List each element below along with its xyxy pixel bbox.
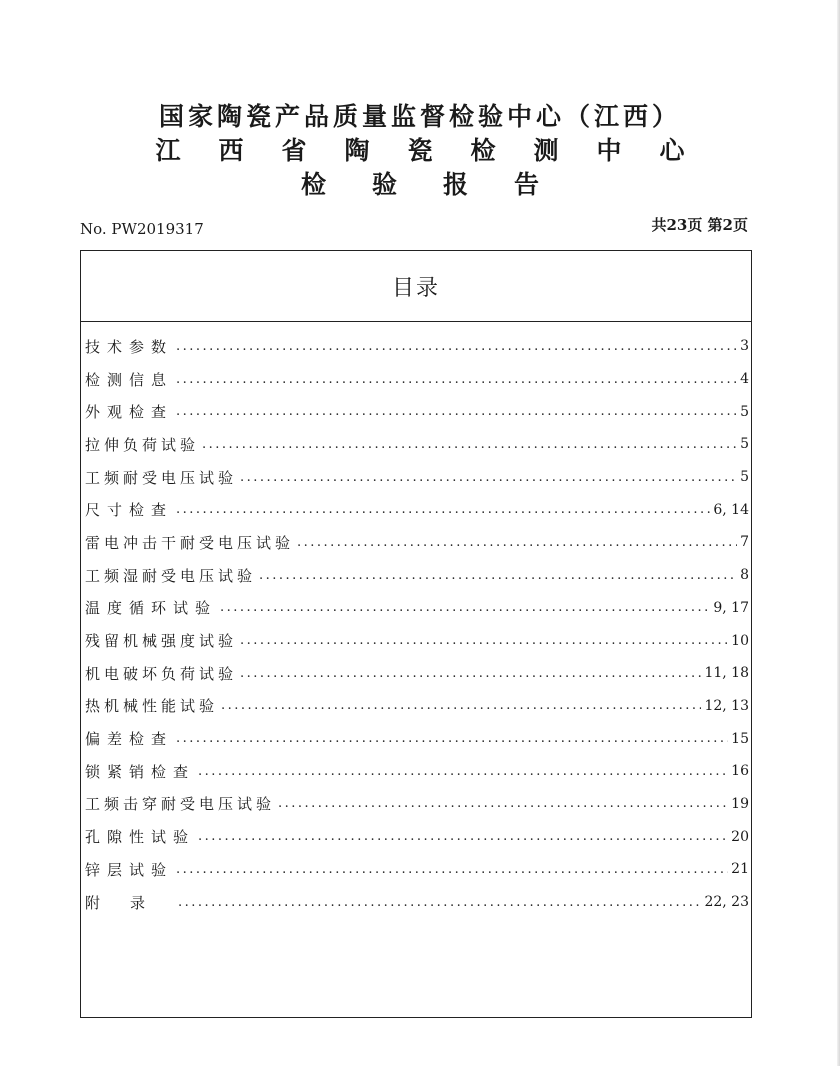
header-line-3: 检验报告 [300, 170, 585, 199]
toc-leader-dots [176, 404, 737, 419]
toc-item-page: 6, 14 [713, 501, 749, 518]
toc-item-label: 工频耐受电压试验 [85, 468, 238, 487]
toc-leader-dots [278, 796, 728, 811]
toc-item-page: 5 [740, 469, 749, 486]
toc-leader-dots [221, 698, 701, 713]
toc-frame [80, 250, 752, 1018]
toc-item-label: 工频湿耐受电压试验 [85, 566, 257, 585]
toc-leader-dots [259, 568, 737, 583]
toc-leader-dots [198, 829, 728, 844]
toc-item [81, 461, 751, 494]
toc-item-page: 22, 23 [704, 894, 749, 911]
toc-item [81, 526, 751, 559]
toc-item [81, 788, 751, 821]
toc-item-page: 12, 13 [704, 697, 749, 714]
toc-item-page: 19 [731, 795, 749, 812]
toc-item [81, 592, 751, 625]
toc-item [81, 363, 751, 396]
toc-item-page: 10 [731, 632, 749, 649]
toc-item-label: 锌层试验 [85, 860, 174, 879]
toc-item-page: 7 [740, 534, 749, 551]
toc-item [81, 886, 751, 919]
toc-item-page: 5 [740, 403, 749, 420]
toc-item [81, 690, 751, 723]
toc-item-label: 雷电冲击干耐受电压试验 [85, 533, 295, 552]
toc-item-label: 偏差检查 [85, 730, 174, 749]
toc-leader-dots [176, 862, 728, 877]
toc-item-page: 5 [740, 436, 749, 453]
toc-item [81, 722, 751, 755]
toc-leader-dots [176, 502, 710, 517]
toc-item-label: 外观检查 [85, 403, 174, 422]
toc-item [81, 559, 751, 592]
toc-leader-dots [176, 339, 737, 354]
toc-leader-dots [240, 470, 737, 485]
toc-item-page: 8 [740, 567, 749, 584]
toc-item-page: 11, 18 [704, 665, 749, 682]
toc-list [81, 322, 751, 918]
toc-item [81, 820, 751, 853]
toc-item-label: 工频击穿耐受电压试验 [85, 795, 276, 814]
toc-item-label: 机电破坏负荷试验 [85, 664, 238, 683]
toc-item [81, 428, 751, 461]
toc-title-row [81, 251, 751, 322]
toc-item [81, 624, 751, 657]
report-number: No. PW2019317 [80, 220, 204, 238]
toc-item [81, 330, 751, 363]
report-header [0, 100, 840, 202]
page-count: 共23页 第2页 [651, 216, 748, 234]
toc-item-label: 尺寸检查 [85, 501, 174, 520]
toc-item-label: 技术参数 [85, 337, 174, 356]
toc-item [81, 395, 751, 428]
toc-leader-dots [176, 372, 737, 387]
toc-item-label: 热机械性能试验 [85, 697, 219, 716]
toc-leader-dots [297, 535, 737, 550]
toc-leader-dots [176, 731, 728, 746]
toc-item-label: 孔隙性试验 [85, 828, 196, 847]
toc-item-label: 附录 [85, 893, 176, 912]
toc-item-label: 拉伸负荷试验 [85, 435, 200, 454]
toc-leader-dots [220, 600, 710, 615]
toc-item-page: 9, 17 [713, 599, 749, 616]
header-line-1: 国家陶瓷产品质量监督检验中心（江西） [158, 102, 681, 131]
toc-item-label: 温度循环试验 [85, 599, 218, 618]
toc-item-page: 16 [731, 763, 749, 780]
toc-item-page: 20 [731, 828, 749, 845]
toc-item [81, 755, 751, 788]
toc-item-label: 残留机械强度试验 [85, 632, 238, 651]
toc-item [81, 657, 751, 690]
toc-item-page: 3 [740, 338, 749, 355]
toc-leader-dots [240, 633, 728, 648]
toc-item-label: 检测信息 [85, 370, 174, 389]
toc-leader-dots [198, 764, 728, 779]
toc-title: 目录 [391, 275, 440, 301]
toc-leader-dots [178, 895, 701, 910]
toc-item-label: 锁紧销检查 [85, 762, 196, 781]
toc-item-page: 4 [740, 371, 749, 388]
toc-item [81, 493, 751, 526]
toc-leader-dots [240, 666, 701, 681]
toc-item-page: 15 [731, 730, 749, 747]
toc-leader-dots [202, 437, 737, 452]
toc-item-page: 21 [731, 861, 749, 878]
header-line-2: 江西省陶瓷检测中心 [155, 136, 723, 165]
toc-item [81, 853, 751, 886]
